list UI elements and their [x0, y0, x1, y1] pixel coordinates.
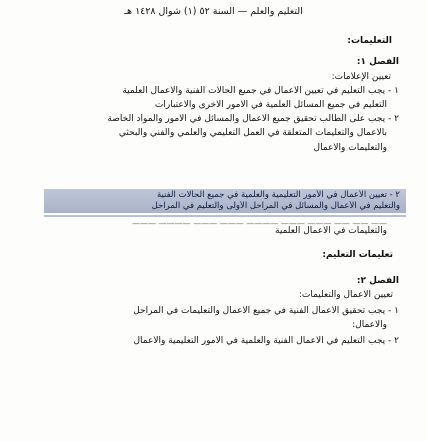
- section-heading-instructions: التعليمات:: [347, 36, 392, 46]
- page-header: التعليم والعلم — السنة ٥٢ (١) شوال ١٤٢٨ هـ: [124, 6, 303, 17]
- ghost-line: —— —— —— ——— ——— ———— ——— ——— ———— ———: [132, 219, 387, 228]
- chapter-label-2: الفصل ٢:: [356, 276, 399, 286]
- section-item-label-2: تعيين الأعمال والتعليمات:: [298, 290, 393, 300]
- body-line: بالأعمال والتعليمات المتعلقة في العمل التعليمي والعلمي والفني والبحثي: [118, 128, 387, 138]
- section-heading-2: تعليمات التعليم:: [322, 250, 393, 260]
- body-line: التعليم في جميع المسائل العلمية في الأمور الأخرى والاعتبارات: [154, 100, 387, 110]
- table-line: ٢ - تعيين الأعمال في الأمور التعليمية والعلمية في جميع الحالات الفنية: [156, 190, 400, 200]
- body-line: ٢ - يجب التعليم في الأعمال الفنية والعلمية في الأمور التعليمية والأعمال: [133, 336, 399, 346]
- body-line: والأعمال:: [352, 320, 387, 330]
- body-line: ١ - يجب تحقيق الأعمال الفنية في جميع الأعمال والتعليمات في المراحل: [133, 306, 399, 316]
- body-line: ١ - يجب التعليم في تعيين الأعمال في جميع الحالات الفنية والأعمال العلمية: [122, 86, 399, 96]
- body-line: والتعليمات والأعمال: [313, 143, 387, 153]
- body-line: ٢ - يجب على الطالب تحقيق جميع الأعمال والمسائل في الأمور والمواد الخاصة: [107, 114, 399, 124]
- chapter-label-1: الفصل ١:: [356, 57, 399, 67]
- highlighted-table: [44, 189, 406, 213]
- section-item-label: تعيين الإعلامات:: [331, 72, 391, 82]
- body-line: والتعليمات في الأعمال العلمية: [275, 226, 387, 236]
- table-rule: [44, 215, 406, 217]
- table-line: والتعليم في الأعمال والمسائل في المراحل الأولى والتعليم في المراحل: [151, 201, 400, 211]
